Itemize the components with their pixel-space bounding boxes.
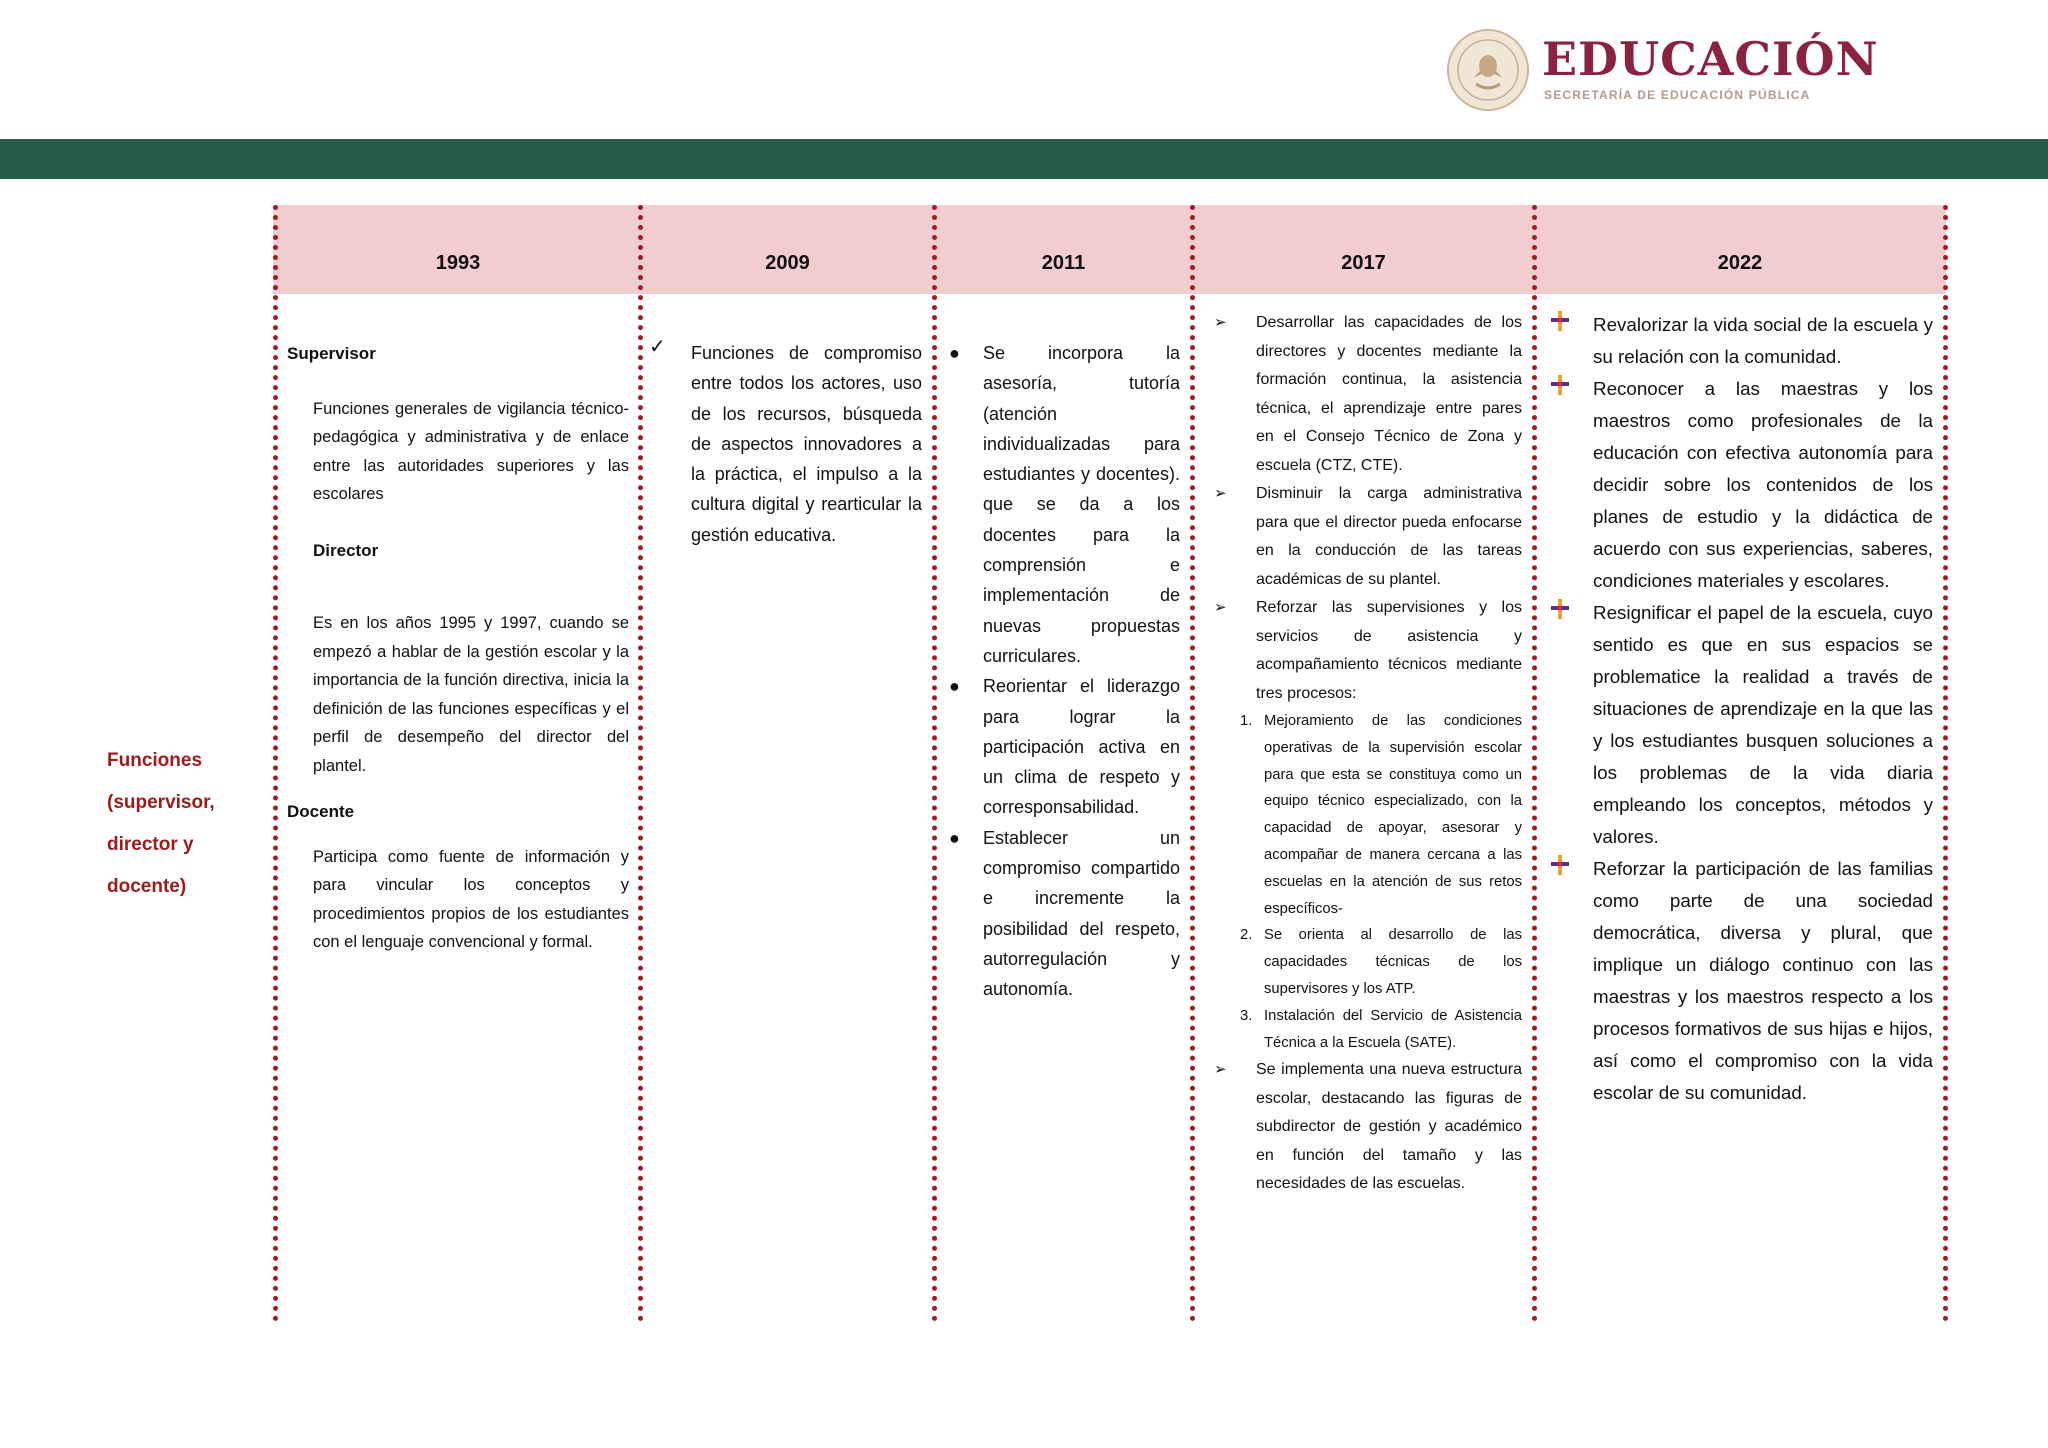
header-green-bar [0, 139, 2048, 179]
process-item [1240, 922, 1522, 1002]
year-header-2017: 2017 [1341, 252, 1386, 274]
list-item [1214, 594, 1522, 1056]
docente-functions-text: Participa como fuente de información y para vincular los conceptos y procedimientos propios de los estudiantes con el lenguaje convencional y formal. [313, 847, 629, 951]
year-header-2009: 2009 [765, 252, 810, 274]
role-title-docente: Docente [287, 802, 355, 821]
cell-2017 [1214, 309, 1522, 1199]
colored-cross-bullet-icon [1551, 375, 1569, 395]
list-item [949, 823, 1180, 1005]
list-item-text: Reforzar la participación de las familias como parte de una sociedad democrática, diversa y plural, que implique un diálogo continuo con las maestras y los maestros respecto a los procesos formativos de sus hijas e hijos, así como el compromiso con la vida escolar de su comunidad. [1593, 858, 1933, 1103]
cell-2011 [949, 338, 1180, 1005]
cell-1993 [287, 340, 629, 957]
row-label-line: (supervisor, [107, 792, 215, 813]
list-item [949, 338, 1180, 671]
column-divider [273, 205, 278, 1322]
process-number: 2. [1240, 927, 1253, 944]
row-label-funciones [107, 740, 267, 908]
brand-subtitle: SECRETARÍA DE EDUCACIÓN PÚBLICA [1544, 88, 1811, 102]
year-header-2022: 2022 [1717, 252, 1763, 274]
list-item [1214, 309, 1522, 480]
column-divider [1532, 205, 1537, 1322]
list-item [1551, 309, 1933, 373]
row-label-line: Funciones [107, 750, 203, 771]
year-header-1993: 1993 [435, 252, 481, 274]
list-item [1214, 1056, 1522, 1199]
arrow-bullet-icon: ➢ [1214, 314, 1227, 331]
list-item-text: Reorientar el liderazgo para lograr la participación activa en un clima de respeto y corresponsabilidad. [983, 676, 1180, 818]
list-item [1551, 373, 1933, 597]
functions-timeline-table [273, 205, 1946, 1322]
process-number: 1. [1240, 713, 1253, 729]
arrow-bullet-icon: ➢ [1214, 1061, 1227, 1079]
brand-title: EDUCACIÓN [1542, 32, 1879, 86]
list-item [1551, 853, 1933, 1109]
cell-2009 [649, 338, 922, 550]
list-2009 [649, 338, 922, 550]
list-item-text: Reforzar las supervisiones y los servicios de asistencia y acompañamiento técnicos mediante tres procesos: [1256, 599, 1522, 702]
sep-logo [1446, 28, 1879, 114]
process-item [1240, 1003, 1522, 1057]
arrow-bullet-icon: ➢ [1214, 599, 1227, 616]
bullet-dot-icon: ● [949, 676, 960, 697]
role-title-supervisor: Supervisor [287, 344, 376, 363]
column-divider [1943, 205, 1948, 1322]
process-item [1240, 708, 1522, 922]
colored-cross-bullet-icon [1551, 599, 1569, 619]
list-item-text: Se incorpora la asesoría, tutoría (atención individualizadas para estudiantes y docentes). que se da a los docentes para la comprensión e implementación de nuevas propuestas curriculares. [983, 343, 1180, 666]
column-divider [638, 205, 643, 1322]
bullet-dot-icon: ● [949, 827, 960, 848]
list-item [1214, 480, 1522, 594]
list-2011 [949, 338, 1180, 1005]
row-label-line: docente) [107, 876, 187, 897]
list-item-text: Funciones de compromiso entre todos los actores, uso de los recursos, búsqueda de aspectos innovadores a la práctica, el impulso a la cultura digital y rearticular la gestión educativa. [691, 343, 922, 545]
list-item-text: Revalorizar la vida social de la escuela y su relación con la comunidad. [1593, 314, 1933, 367]
coat-of-arms-seal-icon [1446, 28, 1530, 112]
list-item-text: Establecer un compromiso compartido e incremente la posibilidad del respeto, autorregulación y autonomía. [983, 827, 1180, 1000]
row-label-line: director y [107, 834, 194, 855]
list-item-text: Disminuir la carga administrativa para que el director pueda enfocarse en la conducción de las tareas académicas de su plantel. [1256, 485, 1522, 588]
list-item [1551, 597, 1933, 853]
supervisor-functions-text: Funciones generales de vigilancia técnico-pedagógica y administrativa y de enlace entre las autoridades superiores y las escolares [313, 399, 629, 503]
colored-cross-bullet-icon [1551, 855, 1569, 875]
table-header-band [273, 205, 1946, 294]
list-item-text: Desarrollar las capacidades de los directores y docentes mediante la formación continua, la asistencia técnica, el aprendizaje entre pares en el Consejo Técnico de Zona y escuela (CTZ, CTE). [1256, 314, 1522, 474]
processes-list [1238, 708, 1522, 1056]
arrow-bullet-icon: ➢ [1214, 485, 1227, 502]
column-divider [932, 205, 937, 1322]
list-2022 [1551, 309, 1933, 1109]
list-2017 [1214, 309, 1522, 1199]
colored-cross-bullet-icon [1551, 311, 1569, 331]
role-title-director: Director [313, 540, 379, 560]
column-divider [1190, 205, 1195, 1322]
process-text: Mejoramiento de las condiciones operativas de la supervisión escolar para que esta se constituya como un equipo técnico especializado, con la capacidad de apoyar, asesorar y acompañar de manera cercana a las escuelas en la atención de sus retos específicos- [1264, 713, 1522, 917]
checkmark-icon: ✓ [649, 336, 666, 358]
list-item-text: Resignificar el papel de la escuela, cuyo sentido es que en sus espacios se problematice la realidad a través de situaciones de aprendizaje en la que las y los estudiantes busquen soluciones a los problemas de la vida diaria empleando los conceptos, métodos y valores. [1593, 602, 1933, 847]
list-item [649, 338, 922, 550]
year-header-2011: 2011 [1041, 252, 1086, 274]
director-functions-text: Es en los años 1995 y 1997, cuando se empezó a hablar de la gestión escolar y la importancia de la función directiva, inicia la definición de las funciones específicas y el perfil de desempeño del director del plantel. [313, 614, 629, 775]
process-text: Instalación del Servicio de Asistencia Técnica a la Escuela (SATE). [1264, 1007, 1522, 1051]
list-item [949, 671, 1180, 822]
list-item-text: Reconocer a las maestras y los maestros como profesionales de la educación con efectiva autonomía para decidir sobre los contenidos de los planes de estudio y la didáctica de acuerdo con sus experiencias, saberes, condiciones materiales y escolares. [1593, 378, 1933, 591]
bullet-dot-icon: ● [949, 343, 960, 363]
list-item-text: Se implementa una nueva estructura escolar, destacando las figuras de subdirector de gestión y académico en función del tamaño y las necesidades de las escuelas. [1256, 1061, 1522, 1193]
cell-2022 [1551, 309, 1933, 1109]
process-text: Se orienta al desarrollo de las capacidades técnicas de los supervisores y los ATP. [1264, 927, 1522, 997]
process-number: 3. [1240, 1007, 1253, 1024]
